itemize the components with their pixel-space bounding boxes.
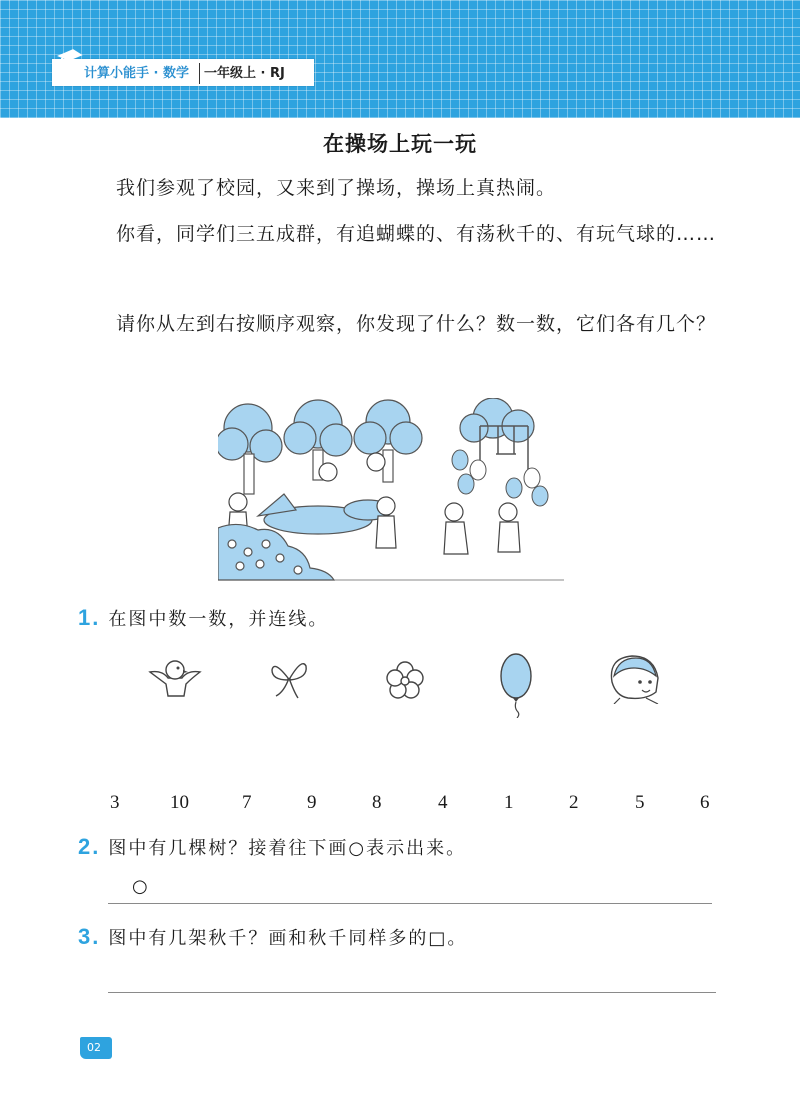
q2-answer-start: ○ <box>132 876 148 897</box>
tree-2 <box>284 400 352 480</box>
question-2 <box>78 834 466 860</box>
balloons <box>452 450 548 506</box>
page-number: 02 <box>80 1037 108 1059</box>
count-number[interactable]: 1 <box>504 792 514 813</box>
airplane-ride <box>258 494 392 534</box>
graduation-cap-icon <box>57 46 83 86</box>
question-1 <box>78 605 328 631</box>
tree-4 <box>460 398 534 442</box>
count-number[interactable]: 3 <box>110 792 120 813</box>
q2-answer-line[interactable] <box>108 903 712 904</box>
bird-icon <box>148 656 202 702</box>
count-number[interactable]: 5 <box>635 792 645 813</box>
intro-paragraph-2: 你看，同学们三五成群，有追蝴蝶的、有荡秋千的、有玩气球的…… <box>116 223 717 245</box>
intro-paragraph-1: 我们参观了校园，又来到了操场，操场上真热闹。 <box>116 177 557 199</box>
question-2-number: 2. <box>78 834 101 859</box>
question-1-text: 在图中数一数，并连线。 <box>108 609 329 630</box>
question-1-number: 1. <box>78 605 101 630</box>
tree-3 <box>354 400 422 482</box>
butterfly-icon <box>268 658 312 700</box>
boy-face-icon <box>606 652 666 704</box>
book-title: 计算小能手 · 数学 <box>84 66 189 81</box>
count-number[interactable]: 6 <box>700 792 710 813</box>
q3-answer-line[interactable] <box>108 992 716 993</box>
count-number[interactable]: 2 <box>569 792 579 813</box>
intro-paragraph-3: 请你从左到右按顺序观察，你发现了什么？数一数，它们各有几个？ <box>116 313 717 335</box>
tree-1 <box>218 404 282 494</box>
count-number[interactable]: 10 <box>170 792 189 813</box>
balloon-icon <box>498 652 534 718</box>
count-number[interactable]: 4 <box>438 792 448 813</box>
lesson-title: 在操场上玩一玩 <box>323 132 477 156</box>
count-number[interactable]: 9 <box>307 792 317 813</box>
playground-illustration <box>218 398 564 584</box>
grade-label: 一年级上 · RJ <box>199 63 285 84</box>
question-3-text: 图中有几架秋千？画和秋千同样多的□。 <box>108 928 468 949</box>
count-number[interactable]: 8 <box>372 792 382 813</box>
question-2-text: 图中有几棵树？接着往下画○表示出来。 <box>108 838 467 859</box>
question-3-number: 3. <box>78 924 101 949</box>
count-number[interactable]: 7 <box>242 792 252 813</box>
flower-icon <box>385 660 425 700</box>
count-number-row <box>110 792 730 820</box>
question-3 <box>78 924 467 950</box>
